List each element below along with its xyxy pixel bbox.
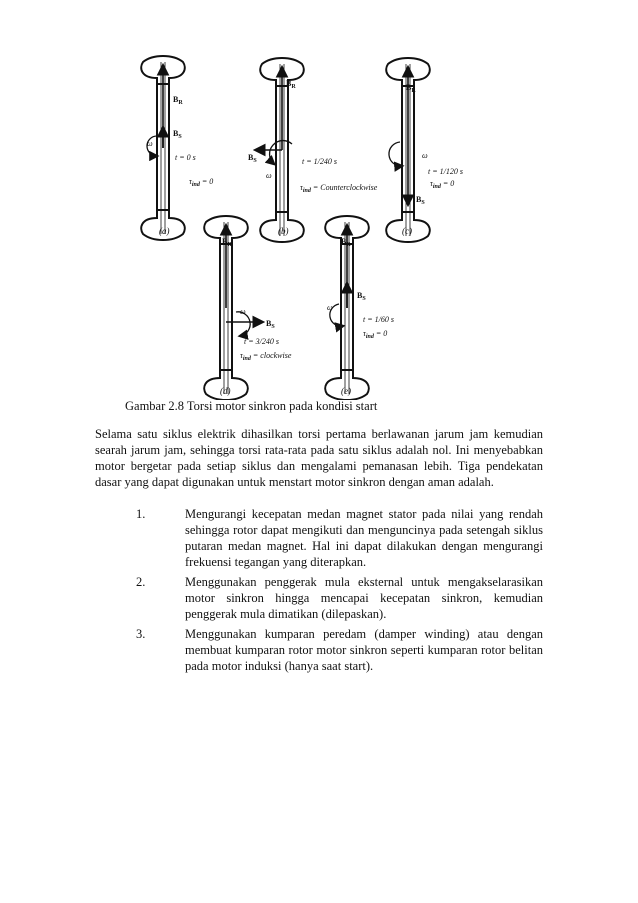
figure-caption: Gambar 2.8 Torsi motor sinkron pada kondisi start xyxy=(125,399,378,413)
torque-label: $\tau_{ind}$ = Counterclockwise xyxy=(300,183,378,194)
br-label: $B_R$ xyxy=(286,79,296,90)
time-label: t = 1/240 s xyxy=(302,157,337,166)
br-label: $B_R$ xyxy=(406,83,416,94)
diagram-caption: (b) xyxy=(278,226,289,236)
bs-label: $B_S$ xyxy=(357,291,366,302)
bs-label: $B_S$ xyxy=(266,319,275,330)
diagram-b xyxy=(248,58,378,242)
list-item xyxy=(95,506,543,570)
list-item-number: 3. xyxy=(136,627,146,641)
time-label: t = 1/60 s xyxy=(363,315,394,324)
br-label: $B_R$ xyxy=(173,95,183,106)
bs-label: $B_S$ xyxy=(416,195,425,206)
torque-label: $\tau_{ind} = 0$ xyxy=(189,177,214,188)
omega-label: ω xyxy=(147,139,153,148)
diagram-d xyxy=(204,216,292,400)
diagram-caption: (c) xyxy=(402,226,412,236)
diagram-caption: (e) xyxy=(341,386,351,396)
list-item-number: 2. xyxy=(136,575,146,589)
startup-methods-list xyxy=(95,506,543,678)
diagram-c xyxy=(386,58,463,242)
torque-label: $\tau_{ind} = 0$ xyxy=(363,329,388,340)
time-label: t = 3/240 s xyxy=(244,337,279,346)
omega-label: ω xyxy=(327,303,333,312)
br-label: $B_R$ xyxy=(341,237,351,248)
bs-label: $B_S$ xyxy=(173,129,182,140)
synchronous-motor-torque-figure xyxy=(0,0,638,400)
body-paragraph: Selama satu siklus elektrik dihasilkan torsi pertama berlawanan jarum jam kemudian searah jarum jam, sehingga torsi rata-rata pada satu siklus adalah nol. Ini menyebabkan motor bergetar pada setiap siklus dan mengalami pemanasan lebih. Tiga pendekatan dasar yang dapat digunakan untuk menstart motor sinkron dengan aman adalah. xyxy=(95,427,543,489)
diagram-caption: (a) xyxy=(159,226,170,236)
list-item-text: Menggunakan kumparan peredam (damper winding) atau dengan membuat kumparan rotor motor sinkron seperti kumparan rotor belitan pada motor induksi (hanya saat start). xyxy=(185,627,543,673)
diagram-caption: (d) xyxy=(220,386,231,396)
torque-label: $\tau_{ind} = 0$ xyxy=(430,179,455,190)
diagram-a xyxy=(141,56,213,240)
list-item-text: Mengurangi kecepatan medan magnet stator pada nilai yang rendah sehingga rotor dapat mengikuti dan menguncinya pada setengah siklus putaran medan magnet. Hal ini dapat dilakukan dengan mengurangi frekuensi tegangan yang diterapkan. xyxy=(185,507,543,569)
torque-label: $\tau_{ind}$ = clockwise xyxy=(240,351,292,362)
list-item-number: 1. xyxy=(136,507,146,521)
br-label: $B_R$ xyxy=(222,237,232,248)
time-label: t = 1/120 s xyxy=(428,167,463,176)
omega-label: ω xyxy=(266,171,272,180)
omega-rotation-arc xyxy=(389,142,402,166)
time-label: t = 0 s xyxy=(175,153,196,162)
omega-label: ω xyxy=(240,307,246,316)
diagram-e xyxy=(325,216,394,400)
omega-label: ω xyxy=(422,151,428,160)
list-item xyxy=(95,574,543,622)
list-item-text: Menggunakan penggerak mula eksternal untuk mengakselarasikan motor sinkron hingga mencapai kecepatan sinkron, kemudian penggerak mula dimatikan (dilepaskan). xyxy=(185,575,543,621)
list-item xyxy=(95,626,543,674)
bs-label: $B_S$ xyxy=(248,153,257,164)
